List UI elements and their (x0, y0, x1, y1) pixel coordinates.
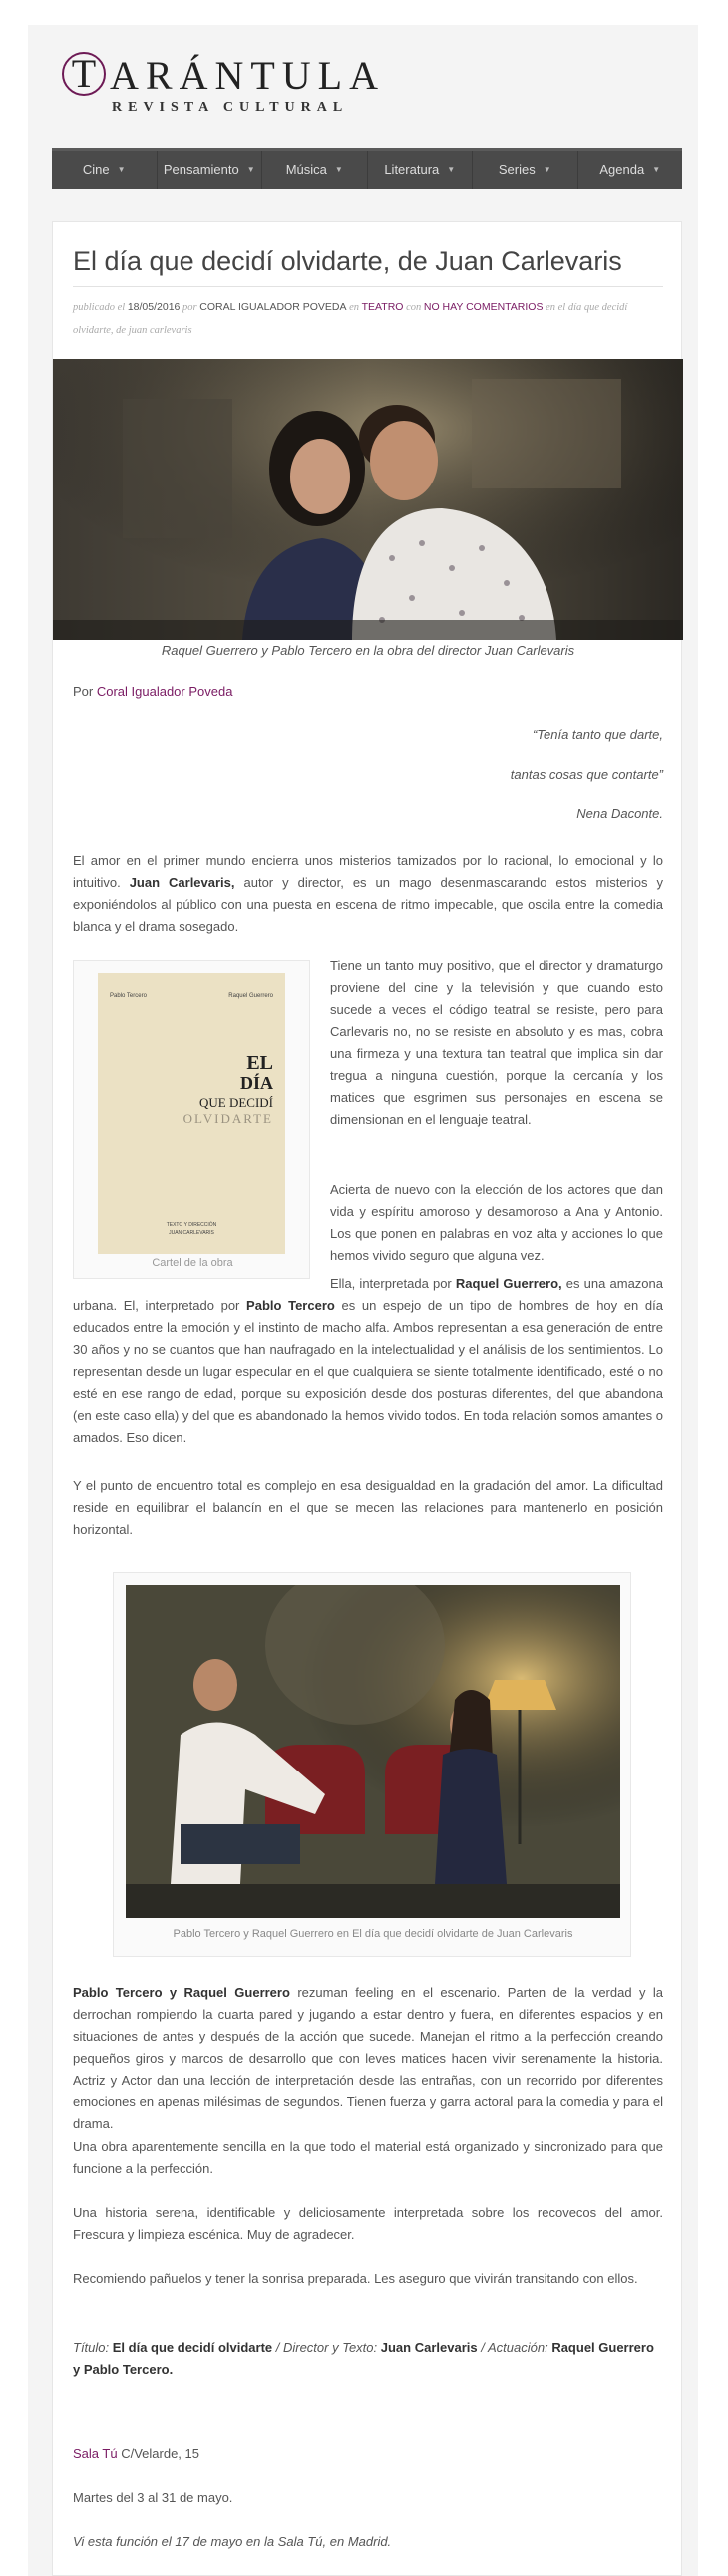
nav-item-cine[interactable] (52, 151, 158, 189)
meta-tail: en el día que decidí olvidarte, de juan carlevaris (73, 302, 628, 336)
poster-actor-right: Raquel Guerrero (228, 993, 273, 999)
poster-image[interactable] (98, 973, 285, 1254)
chevron-down-icon: ▼ (117, 165, 126, 174)
meta-published-prefix: publicado el (73, 302, 126, 313)
main-navigation (52, 148, 682, 189)
paragraph-intro-b: autor y director, es un mago desenmascarando estos misterios y exponiéndolos al público con una puesta en escena de ritmo impecable, que oscila entre la comedia blanca y el drama sosegado. (73, 875, 663, 934)
meta-by: por (182, 302, 197, 313)
post-meta (73, 296, 661, 342)
credits-director-value: Juan Carlevaris (380, 2340, 478, 2355)
byline (73, 681, 663, 703)
poster-credit-1: TEXTO Y DIRECCIÓN (166, 1222, 217, 1228)
meta-comments-link[interactable]: NO HAY COMENTARIOS (423, 301, 544, 313)
meta-date: 18/05/2016 (127, 301, 181, 313)
quote-line-2: tantas cosas que contarte” (510, 767, 663, 782)
hero-photo-illustration (53, 359, 683, 640)
nav-item-musica[interactable] (262, 151, 368, 189)
hero-photo (53, 359, 683, 640)
venue (73, 2443, 663, 2465)
paragraph-serene: Una historia serena, identificable y deliciosamente interpretada sobre los recovecos del amor. Frescura y limpieza escénica. Muy de agradecer. (73, 2205, 663, 2242)
actress-link[interactable]: Raquel Guerrero, (455, 1276, 562, 1291)
quote-line-1: “Tenía tanto que darte, (532, 727, 663, 742)
stage-photo-figure (113, 1572, 631, 1957)
hero-caption: Raquel Guerrero y Pablo Tercero en la obra del director Juan Carlevaris (161, 643, 575, 658)
paragraph-intro (73, 850, 663, 938)
chevron-down-icon: ▼ (543, 165, 551, 174)
poster-figure (73, 960, 310, 1279)
nav-item-label: Música (285, 162, 327, 177)
meta-category-link[interactable]: TEATRO (361, 301, 404, 313)
paragraph-characters-b: es una amazona urbana. El, interpretado por (73, 1276, 663, 1313)
paragraph-cinema: Tiene un tanto muy positivo, que el director y dramaturgo proviene del cine y la televisión y que cuando esto sucede a veces el código teatral se resiste, pero para Carlevaris no, no se resiste en absoluto y es mas, cobra una firmeza y una textura tan teatral que implica sin dar tregua a ninguna cuestión, porque la cercanía y los matices que esgrimen sus personajes en escena se dimensionan en el lenguaje teatral. (330, 958, 663, 1127)
paragraph-performance-text: rezuman feeling en el escenario. Parten de la verdad y la derrochan rompiendo la cuarta pared y jugando a estar dentro y fuera, en diferentes espacios y en situaciones de antes y después de la acción que sucede. Manejan el ritmo a la perfección creando pequeños giros y marcos de desarrollo que con leves matices hacen vivir serenamente la historia. Actriz y Actor dan una lección de interpretación desde las entrañas, con un recorrido por diferentes emociones en apenas milésimas de segundos. Tienen fuerza y garra actoral para la comedia y para el drama. (73, 1985, 663, 2131)
credits-cast-label: / Actuación: (481, 2340, 548, 2355)
nav-item-literatura[interactable] (368, 151, 474, 189)
title-divider (73, 286, 663, 287)
stage-photo[interactable] (126, 1585, 620, 1918)
chevron-down-icon: ▼ (334, 165, 343, 174)
meta-author-link[interactable]: CORAL IGUALADOR POVEDA (199, 301, 347, 313)
article-title[interactable]: El día que decidí olvidarte, de Juan Carlevaris (73, 246, 622, 276)
poster-credit-2: JUAN CARLEVARIS (169, 1230, 214, 1236)
nav-item-label: Agenda (599, 162, 645, 177)
venue-link[interactable]: Sala Tú (73, 2446, 118, 2461)
article-card (52, 221, 682, 2576)
seen-note: Vi esta función el 17 de mayo en la Sala Tú, en Madrid. (73, 2534, 392, 2549)
nav-item-pensamiento[interactable] (158, 151, 263, 189)
byline-author-link[interactable]: Coral Igualador Poveda (96, 684, 233, 699)
paragraph-characters-c: es un espejo de un tipo de hombres de hoy en día educados entre la emoción y el instinto de macho alfa. Ambos representan a esa generación de entre 30 años y no se cuantos que han naufragado en la intelectualidad y el análisis de los sentimientos. Lo representan desde un lugar especular en el que cualquiera se siente totalmente identificado, esté o no esté en ese rango de edad, porque su exposición desde dos posturas diferentes, del que abandona (en este caso ella) y del que es abandonado la hemos vivido todos. En toda relación somos amantes o amados. Eso dicen. (73, 1298, 663, 1445)
paragraph-simple: Una obra aparentemente sencilla en la que todo el material está organizado y sincronizado para que funcione a la perfección. (73, 2139, 663, 2176)
logo-circle-icon (62, 52, 106, 96)
poster-title-1: EL (246, 1052, 273, 1074)
logo-subtitle: REVISTA CULTURAL (112, 100, 349, 115)
credits-cast-value: Raquel Guerrero y Pablo Tercero. (73, 2340, 654, 2377)
byline-prefix: Por (73, 684, 94, 699)
meta-in: en (349, 302, 360, 313)
poster-title-3: QUE DECIDÍ (198, 1095, 273, 1110)
stage-photo-caption: Pablo Tercero y Raquel Guerrero en El día que decidí olvidarte de Juan Carlevaris (173, 1928, 573, 1940)
paragraph-intro-bold: Juan Carlevaris, (129, 875, 235, 890)
paragraph-actors: Acierta de nuevo con la elección de los actores que dan vida y espíritu amoroso y desamoroso a Ana y Antonio. Los que ponen en palabras en voz alta y acciones lo que hemos vivido seguro que alguna vez. (330, 1182, 663, 1263)
credits-director-label: / Director y Texto: (275, 2340, 378, 2355)
chevron-down-icon: ▼ (652, 165, 661, 174)
paragraph-intro-a: El amor en el primer mundo encierra unos misterios tamizados por lo racional, lo emocional y lo intuitivo. (73, 853, 663, 890)
poster-illustration (98, 973, 285, 1254)
logo-title-rest: ARÁNTULA (110, 53, 385, 98)
poster-caption: Cartel de la obra (152, 1257, 233, 1269)
credits (73, 2337, 663, 2381)
venue-address: C/Velarde, 15 (121, 2446, 199, 2461)
nav-item-label: Series (498, 162, 536, 177)
nav-item-label: Literatura (384, 162, 440, 177)
nav-item-series[interactable] (473, 151, 578, 189)
performance-dates: Martes del 3 al 31 de mayo. (73, 2490, 233, 2505)
nav-item-label: Pensamiento (163, 162, 239, 177)
nav-item-label: Cine (82, 162, 110, 177)
paragraph-characters (73, 1273, 663, 1449)
poster-title-4: OLVIDARTE (182, 1111, 273, 1126)
paragraph-performance-bold: Pablo Tercero y Raquel Guerrero (73, 1985, 290, 2000)
actor-link[interactable]: Pablo Tercero (246, 1298, 335, 1313)
paragraph-performance (73, 1982, 663, 2135)
nav-item-agenda[interactable] (578, 151, 683, 189)
credits-title-label: Título: (73, 2340, 110, 2355)
chevron-down-icon: ▼ (447, 165, 456, 174)
quote-attribution: Nena Daconte. (576, 806, 663, 821)
logo-title (62, 52, 385, 98)
poster-actor-left: Pablo Tercero (110, 993, 147, 999)
chevron-down-icon: ▼ (246, 165, 255, 174)
meta-with: con (406, 302, 422, 313)
logo-initial: T (71, 51, 97, 96)
credits-title-value: El día que decidí olvidarte (112, 2340, 273, 2355)
site-logo[interactable] (62, 52, 401, 122)
paragraph-characters-a: Ella, interpretada por (330, 1276, 452, 1291)
paragraph-recommend: Recomiendo pañuelos y tener la sonrisa preparada. Les aseguro que vivirán transitando con ellos. (73, 2271, 638, 2286)
paragraph-balance: Y el punto de encuentro total es complejo en esa desigualdad en la gradación del amor. La dificultad reside en equilibrar el balancín en el que se mecen las relaciones para mantenerlo en posición horizontal. (73, 1478, 663, 1537)
poster-title-2: DÍA (239, 1073, 273, 1093)
stage-photo-illustration (126, 1585, 620, 1918)
